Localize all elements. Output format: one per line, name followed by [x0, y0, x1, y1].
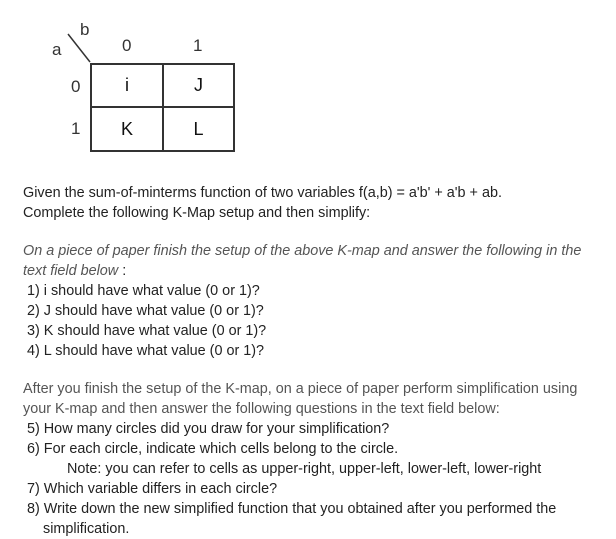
question-2: 2) J should have what value (0 or 1)? [27, 303, 264, 319]
kmap-var-a: a [52, 40, 62, 59]
question-8-line-2: simplification. [43, 521, 130, 537]
instruction-line-1 [23, 241, 608, 261]
kmap-cell-lower-left: K [90, 106, 164, 152]
question-3: 3) K should have what value (0 or 1)? [27, 323, 267, 339]
kmap-var-b: b [80, 20, 90, 39]
kmap-col-header-1: 1 [193, 36, 203, 55]
kmap-cell-upper-left: i [90, 63, 164, 108]
intro-line-2: Complete the following K-Map setup and then simplify: [23, 205, 371, 221]
question-8-line-1: 8) Write down the new simplified function that you obtained after you performed the [27, 501, 557, 517]
question-text [23, 183, 608, 539]
instruction-italic-2: text field below [23, 263, 119, 279]
kmap-row-header-1: 1 [71, 119, 81, 138]
question-6: 6) For each circle, indicate which cells belong to the circle. [27, 441, 399, 457]
intro-line-1: Given the sum-of-minterms function of two variables f(a,b) = a'b' + a'b + ab. [23, 185, 502, 201]
note-text: Note: you can refer to cells as upper-right, upper-left, lower-left, lower-right [67, 461, 542, 477]
simplify-intro-line-2: your K-map and then answer the following questions in the text field below: [23, 401, 500, 417]
kmap-row-header-0: 0 [71, 77, 81, 96]
instruction-suffix: : [118, 263, 127, 279]
question-5: 5) How many circles did you draw for your simplification? [27, 421, 390, 437]
question-7: 7) Which variable differs in each circle? [27, 481, 278, 497]
question-4: 4) L should have what value (0 or 1)? [27, 343, 265, 359]
question-1: 1) i should have what value (0 or 1)? [27, 283, 260, 299]
instruction-line-2 [23, 261, 608, 281]
kmap-cell-upper-right: J [162, 63, 235, 108]
simplify-intro-line-1: After you finish the setup of the K-map, on a piece of paper perform simplification using [23, 381, 578, 397]
kmap-diagram [0, 0, 260, 170]
instruction-italic-1: On a piece of paper finish the setup of the above K-map and answer the following in the [23, 243, 582, 259]
kmap-cell-lower-right: L [162, 106, 235, 152]
kmap-col-header-0: 0 [122, 36, 132, 55]
